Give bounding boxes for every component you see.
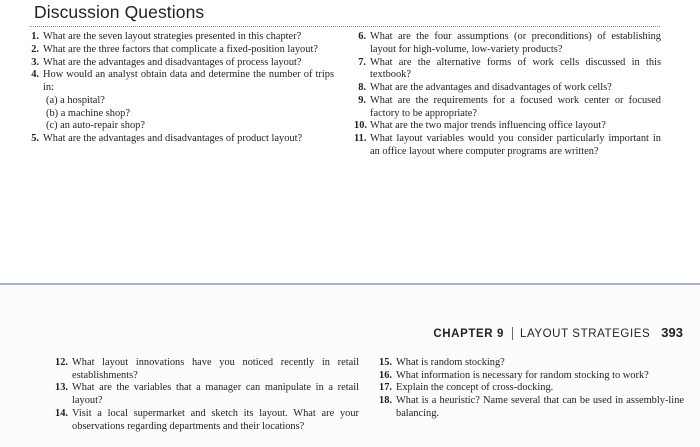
question-number: 2. [31,43,39,55]
running-head [433,325,683,341]
question-text: What layout innovations have you noticed recently in retail establishments? [72,357,359,381]
question-number: 16. [379,369,392,381]
question-number: 13. [55,382,68,394]
question-text: What are the four assumptions (or preconditions) of establishing layout for high-volume, low-variety products? [370,31,661,55]
question-text: What are the requirements for a focused work center or focused factory to be appropriate? [370,94,661,119]
question-item [29,57,334,70]
questions-column-bottom-right [376,357,684,421]
question-item [354,133,661,159]
question-number: 4. [31,69,39,81]
question-text: What information is necessary for random stocking to work? [396,369,649,381]
question-text: What are the alternative forms of work cells discussed in this textbook? [370,56,661,81]
question-text: Visit a local supermarket and sketch its layout. What are your observations regarding departments and their locations? [72,407,359,432]
question-text: What are the advantages and disadvantages of product layout? [43,133,303,144]
question-text: What are the three factors that complicate a fixed-position layout? [43,43,318,55]
question-item [354,95,661,121]
question-item [354,31,661,57]
question-number: 12. [55,357,68,368]
question-item [29,133,334,146]
question-item [376,370,684,383]
sub-question-text: (b) a machine shop? [46,107,130,119]
question-number: 17. [379,382,392,394]
question-number: 5. [31,133,39,144]
question-item [354,57,661,83]
question-item [29,31,334,44]
section-title: Discussion Questions [34,2,205,22]
question-number: 7. [358,56,366,68]
question-item [29,44,334,57]
question-number: 3. [31,56,39,68]
question-number: 18. [379,395,392,407]
questions-column-left [29,31,334,146]
question-text: How would an analyst obtain data and determine the number of trips in: [43,69,334,93]
question-number: 15. [379,357,392,368]
question-item [52,357,359,382]
question-number: 10. [354,120,367,132]
question-text: What are the advantages and disadvantages of process layout? [43,56,302,68]
question-text: What layout variables would you consider particularly important in an office layout where computer programs are written? [370,133,661,157]
running-head-separator [512,327,513,340]
question-item [376,395,684,420]
question-item [354,120,661,133]
question-text: What are the seven layout strategies presented in this chapter? [43,31,302,42]
question-item [376,382,684,395]
question-text: What is a heuristic? Name several that can be used in assembly-line balancing. [396,395,684,419]
question-text: What are the variables that a manager can manipulate in a retail layout? [72,382,359,407]
sub-question-text: (a) a hospital? [46,94,105,106]
question-number: 6. [358,31,366,42]
sub-question-item [29,108,334,121]
questions-column-right [354,31,661,159]
question-item [354,82,661,95]
question-item [376,357,684,370]
chapter-title: LAYOUT STRATEGIES [519,328,651,340]
question-item [52,382,359,407]
sub-question-item [29,120,334,133]
question-number: 11. [354,133,367,144]
question-text: What are the two major trends influencing office layout? [370,120,606,132]
question-number: 9. [358,94,366,106]
question-text: Explain the concept of cross-docking. [396,382,554,394]
question-number: 14. [55,407,68,419]
question-item [29,69,334,95]
page-number: 393 [661,325,683,340]
questions-column-bottom-left [52,357,359,433]
question-number: 8. [358,82,366,93]
question-text: What is random stocking? [396,357,505,368]
question-number: 1. [31,31,39,42]
question-item [52,408,359,433]
sub-question-item [29,95,334,108]
question-text: What are the advantages and disadvantages of work cells? [370,82,612,93]
dotted-divider [29,26,660,27]
sub-question-text: (c) an auto-repair shop? [46,120,145,132]
chapter-label: CHAPTER 9 [433,328,504,340]
